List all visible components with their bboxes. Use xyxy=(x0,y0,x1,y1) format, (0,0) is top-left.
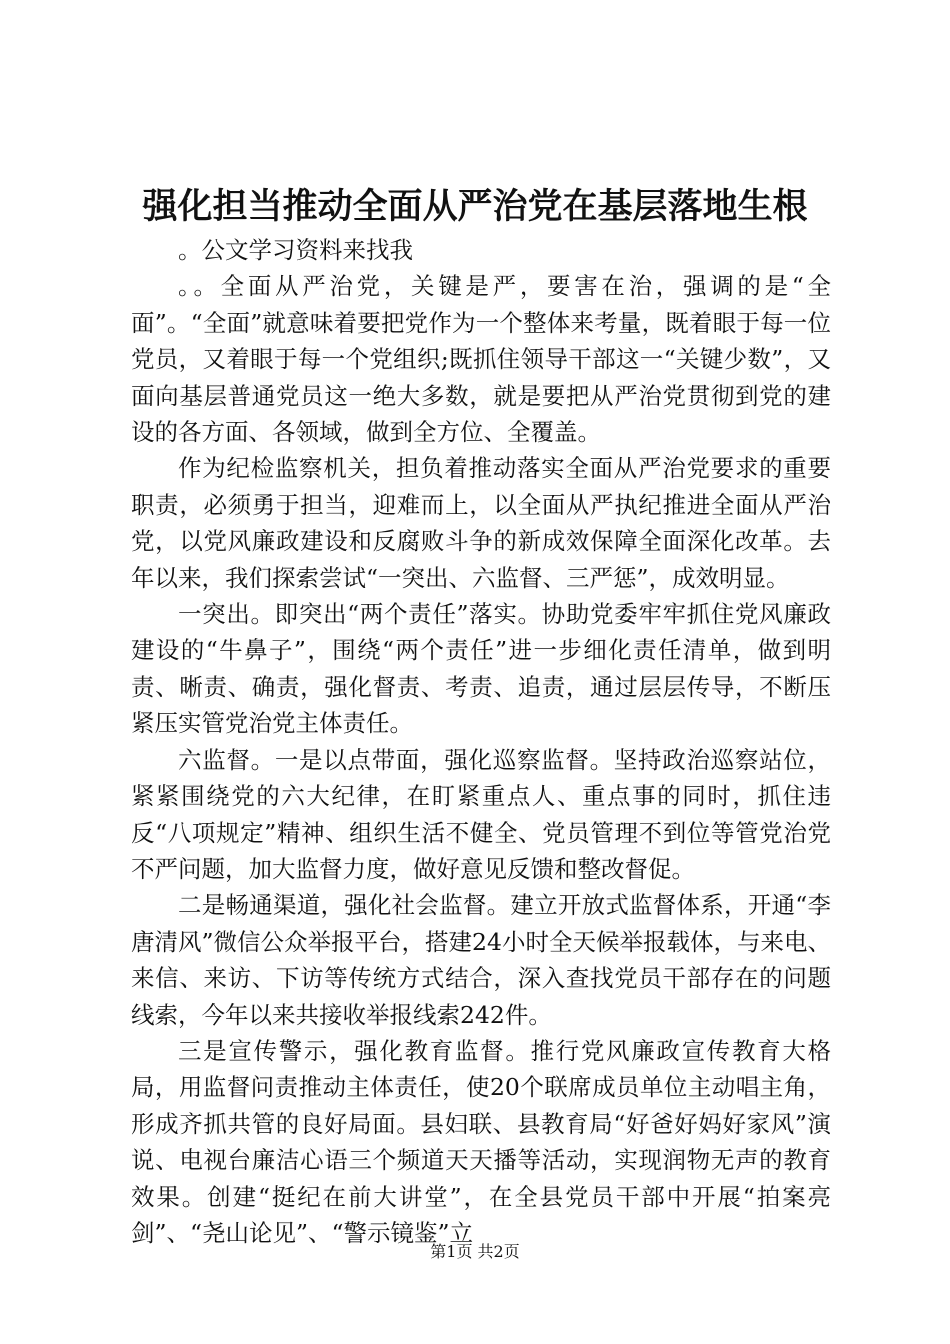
paragraph: 作为纪检监察机关，担负着推动落实全面从严治党要求的重要职责，必须勇于担当，迎难而上，以全面从严执纪推进全面从严治党，以党风廉政建设和反腐败斗争的新成效保障全面深化改革。去年以来，我们探索尝试“一突出、六监督、三严惩”，成效明显。 xyxy=(131,454,831,592)
page-footer: 第1页 共2页 xyxy=(430,1242,520,1261)
document-title: 强化担当推动全面从严治党在基层落地生根 xyxy=(142,186,808,227)
paragraph: 三是宣传警示，强化教育监督。推行党风廉政宣传教育大格局，用监督问责推动主体责任，使20个联席成员单位主动唱主角，形成齐抓共管的良好局面。县妇联、县教育局“好爸好妈好家风”演说、电视台廉洁心语三个频道天天播等活动，实现润物无声的教育效果。创建“挺纪在前大讲堂”，在全县党员干部中开展“拍案亮剑”、“尧山论见”、“警示镜鉴”立 xyxy=(131,1036,831,1247)
paragraph: 。。全面从严治党，关键是严，要害在治，强调的是“全面”。“全面”就意味着要把党作为一个整体来考量，既着眼于每一位党员，又着眼于每一个党组织;既抓住领导干部这一“关键少数”，又面向基层普通党员这一绝大多数，就是要把从严治党贯彻到党的建设的各方面、各领域，做到全方位、全覆盖。 xyxy=(131,272,831,447)
paragraph: 二是畅通渠道，强化社会监督。建立开放式监督体系，开通“李唐清风”微信公众举报平台，搭建24小时全天候举报载体，与来电、来信、来访、下访等传统方式结合，深入查找党员干部存在的问题线索，今年以来共接收举报线索242件。 xyxy=(131,891,831,1029)
document-body xyxy=(131,232,831,1251)
paragraph: 。公文学习资料来找我 xyxy=(178,236,413,264)
paragraph: 一突出。即突出“两个责任”落实。协助党委牢牢抓住党风廉政建设的“牛鼻子”，围绕“两个责任”进一步细化责任清单，做到明责、晰责、确责，强化督责、考责、追责，通过层层传导，不断压紧压实管党治党主体责任。 xyxy=(131,600,831,738)
paragraph: 六监督。一是以点带面，强化巡察监督。坚持政治巡察站位，紧紧围绕党的六大纪律，在盯紧重点人、重点事的同时，抓住违反“八项规定”精神、组织生活不健全、党员管理不到位等管党治党不严问题，加大监督力度，做好意见反馈和整改督促。 xyxy=(131,745,831,883)
